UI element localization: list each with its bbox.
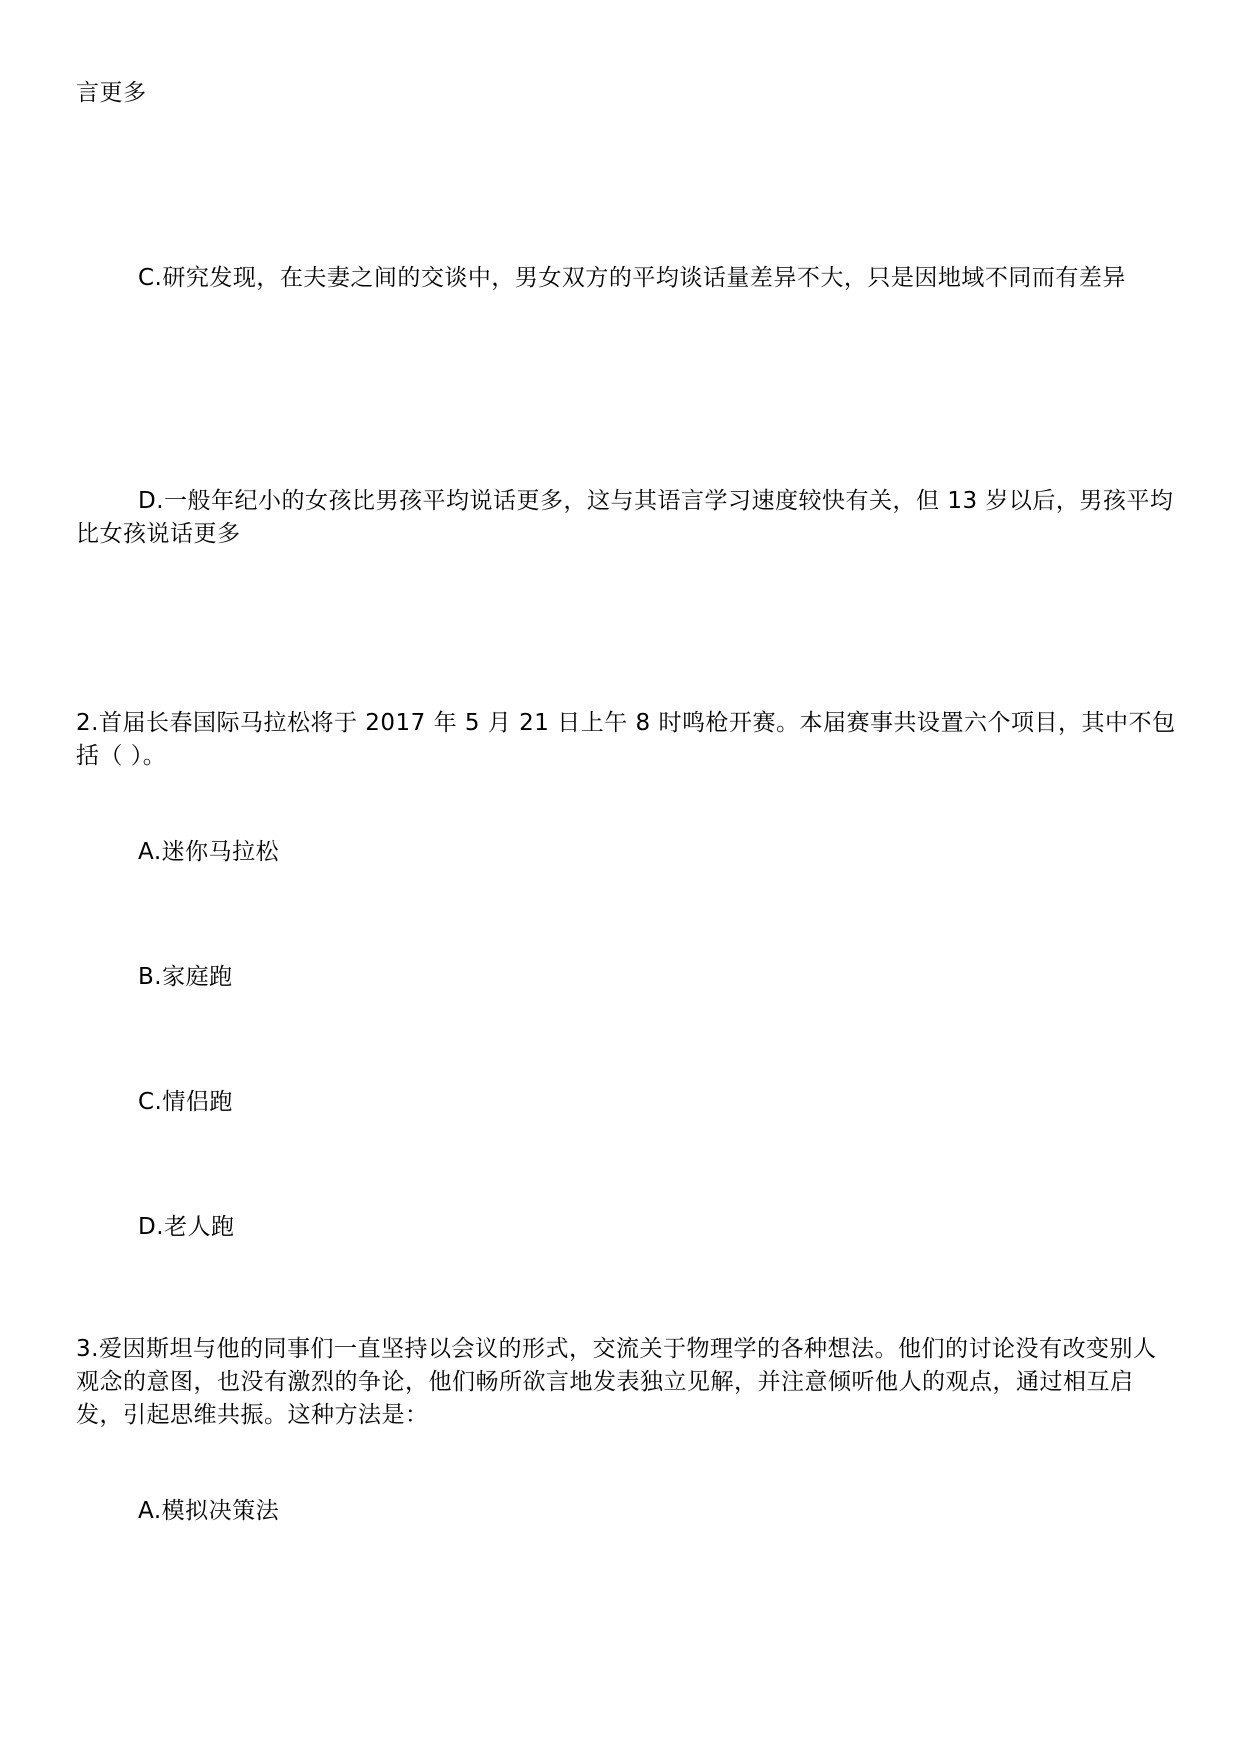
q1-option-c: C.研究发现，在夫妻之间的交谈中，男女双方的平均谈话量差异不大，只是因地域不同而有差异 bbox=[138, 265, 1126, 291]
q2-option-c: C.情侣跑 bbox=[138, 1089, 233, 1115]
q2-option-a: A.迷你马拉松 bbox=[138, 839, 280, 865]
q2-option-d: D.老人跑 bbox=[138, 1214, 235, 1240]
q1-option-d: D.一般年纪小的女孩比男孩平均说话更多，这与其语言学习速度较快有关，但 13 岁以后，男孩平均比女孩说话更多 bbox=[76, 488, 1174, 547]
q3-stem: 3.爱因斯坦与他的同事们一直坚持以会议的形式，交流关于物理学的各种想法。他们的讨论没有改变别人观念的意图，也没有激烈的争论，他们畅所欲言地发表独立见解，并注意倾听他人的观点，通过相互启发，引起思维共振。这种方法是： bbox=[76, 1336, 1157, 1428]
q2-option-b: B.家庭跑 bbox=[138, 964, 233, 990]
q1-option-b-continuation: 言更多 bbox=[76, 80, 147, 106]
q3-option-a: A.模拟决策法 bbox=[138, 1498, 280, 1524]
q2-stem: 2.首届长春国际马拉松将于 2017 年 5 月 21 日上午 8 时鸣枪开赛。本届赛事共设置六个项目，其中不包括（ ）。 bbox=[76, 710, 1176, 769]
